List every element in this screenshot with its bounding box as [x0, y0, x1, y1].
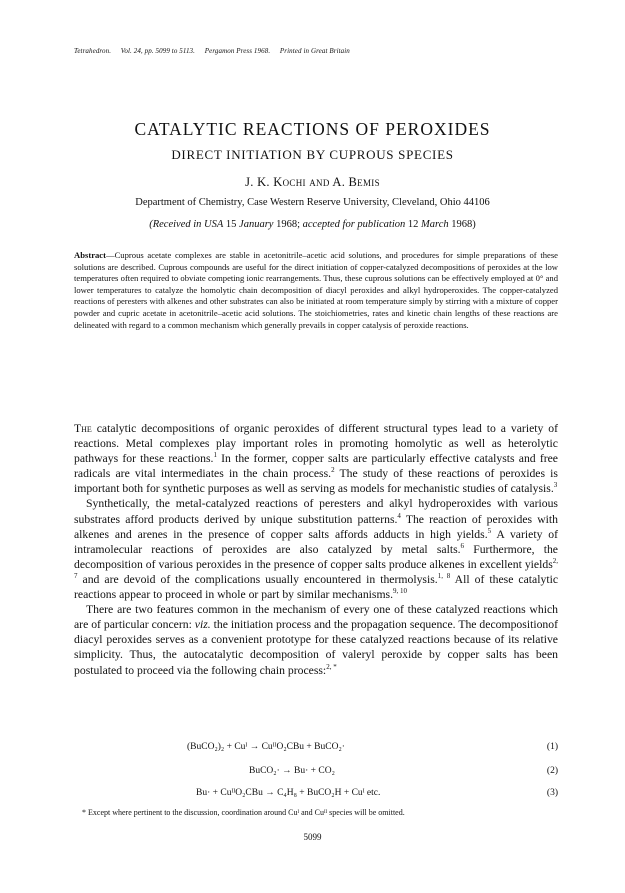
ref-1: 1 — [213, 451, 217, 460]
p2-text-c: A variety of intramolecular reactions of peroxides are also catalyzed by metal salts. — [74, 527, 558, 556]
running-header — [74, 47, 350, 55]
p1-text-b: In the former, copper salts are particularly effective catalysts and free radicals are vital intermediates in the chain process. — [74, 452, 558, 481]
p2-text-b: The reaction of peroxides with alkenes and arenes in the presence of copper salts affords adducts in high yields. — [74, 512, 558, 541]
paper-subtitle: DIRECT INITIATION BY CUPROUS SPECIES — [171, 147, 454, 162]
ref-7: 2, 7 — [74, 556, 558, 581]
received-country: USA — [204, 219, 224, 230]
equation-2-number: (2) — [546, 766, 558, 776]
p2-text-f: All of these catalytic reactions appear to proceed in whole or part by similar mechanisms. — [74, 572, 559, 602]
paragraph-1 — [74, 421, 558, 496]
equation-1: (BuCO₂)₂ + Cuᴵ → CuᴵᴵO₂CBu + BuCO₂· — [187, 742, 345, 752]
journal-name: Tetrahedron. — [74, 47, 112, 55]
p3-text-a: There are two features common in the mechanism of every one of these catalyzed reactions which are of particular concern: — [74, 603, 558, 632]
accepted-year: 1968) — [451, 219, 476, 230]
received-year: 1968; — [276, 219, 300, 230]
paragraph-3 — [74, 602, 558, 677]
authors: J. K. Kochi and A. Bemis — [245, 175, 380, 189]
ref-2: 2 — [331, 466, 335, 475]
p2-text-e: and are devoid of the complications usually encountered in thermolysis. — [77, 572, 438, 586]
p1-text-a: catalytic decompositions of organic peroxides of different structural types lead to a variety of reactions. Metal complexes play important roles in promoting homolytic as well as heterolytic pathways for these reactions. — [74, 422, 558, 466]
lead-word: The — [74, 422, 92, 435]
body-text — [74, 421, 558, 678]
footnote: * Except where pertinent to the discussion, coordination around Cuᴵ and Cuᴵᴵ species will be omitted. — [82, 808, 405, 817]
p2-text-a: Synthetically, the metal-catalyzed reactions of peresters and alkyl hydroperoxides with various substrates afford products derived by unique substitution patterns. — [74, 497, 558, 526]
abstract — [74, 250, 558, 331]
equation-1-number: (1) — [546, 742, 558, 752]
ref-5: 5 — [487, 526, 492, 535]
received-day: 15 — [225, 219, 237, 230]
abstract-label: Abstract — [74, 250, 106, 260]
p2-text-d: Furthermore, the decomposition of various peroxides in the presence of copper salts produce alkenes in excellent yields — [74, 542, 558, 571]
ref-4: 4 — [397, 511, 401, 520]
accepted-month: March — [421, 219, 449, 230]
received-line — [0, 219, 625, 230]
accepted-day: 12 — [407, 219, 419, 230]
ref-8: 1, 8 — [437, 572, 451, 581]
ref-chain: 2, * — [326, 662, 337, 671]
equation-3-number: (3) — [546, 788, 558, 798]
p1-text-c: The study of these reactions of peroxides is important both for synthetic purposes as well as serving as models for mechanistic studies of catalysis. — [74, 467, 558, 496]
page-number: 5099 — [303, 832, 322, 842]
received-month: January — [239, 219, 274, 230]
volume-pages: Vol. 24, pp. 5099 to 5113. — [120, 47, 196, 55]
ref-6: 6 — [460, 541, 465, 550]
p3-viz: viz. — [194, 618, 211, 632]
ref-9: 9, 10 — [393, 587, 408, 596]
equation-3: Bu· + CuᴵᴵO₂CBu → C₄H₈ + BuCO₂H + Cuᴵ etc. — [196, 788, 381, 798]
ref-3: 3 — [553, 481, 558, 490]
publisher: Pergamon Press 1968. — [204, 47, 271, 55]
abstract-text: —Cuprous acetate complexes are stable in acetonitrile–acetic acid solutions, and procedures for simple preparations of these solutions are described. Cuprous compounds are useful for the direct initiation of copper-catalyzed decompositions of peroxides at the low temperatures often required to obviate competing ionic rearrangements. Thus, these cuprous solutions can be effectively employed at 0° and lower temperatures to catalyze the homolytic chain decomposition of diacyl peroxides and alkyl hydroperoxides. The copper-catalyzed reactions of peresters with alkenes and other substrates can also be initiated at room temperature simply by stirring with a mixture of copper powder and cupric acetate in acetonitrile–acetic acid solutions. The stoichiometries, rates and kinetic chain lengths of these reactions are delineated with regard to a common mechanism which generally prevails in copper catalysis of peroxide reactions. — [74, 250, 558, 330]
affiliation: Department of Chemistry, Case Western Reserve University, Cleveland, Ohio 44106 — [135, 197, 490, 208]
paragraph-2 — [74, 496, 558, 602]
printed-in: Printed in Great Britain — [279, 47, 350, 55]
p3-text-b: the initiation process and the propagation sequence. The decompositionof diacyl peroxides serves as a convenient prototype for these catalyzed reactions because of its relative simplicity. Thus, the autocatalytic decomposition of valeryl peroxide by copper salts has been postulated to proceed via the following chain process: — [74, 618, 558, 677]
paper-title: CATALYTIC REACTIONS OF PEROXIDES — [134, 119, 491, 139]
equation-2: BuCO₂· → Bu· + CO₂ — [249, 766, 335, 776]
received-prefix: (Received in — [149, 219, 202, 230]
accepted-label: accepted for publication — [302, 219, 406, 230]
